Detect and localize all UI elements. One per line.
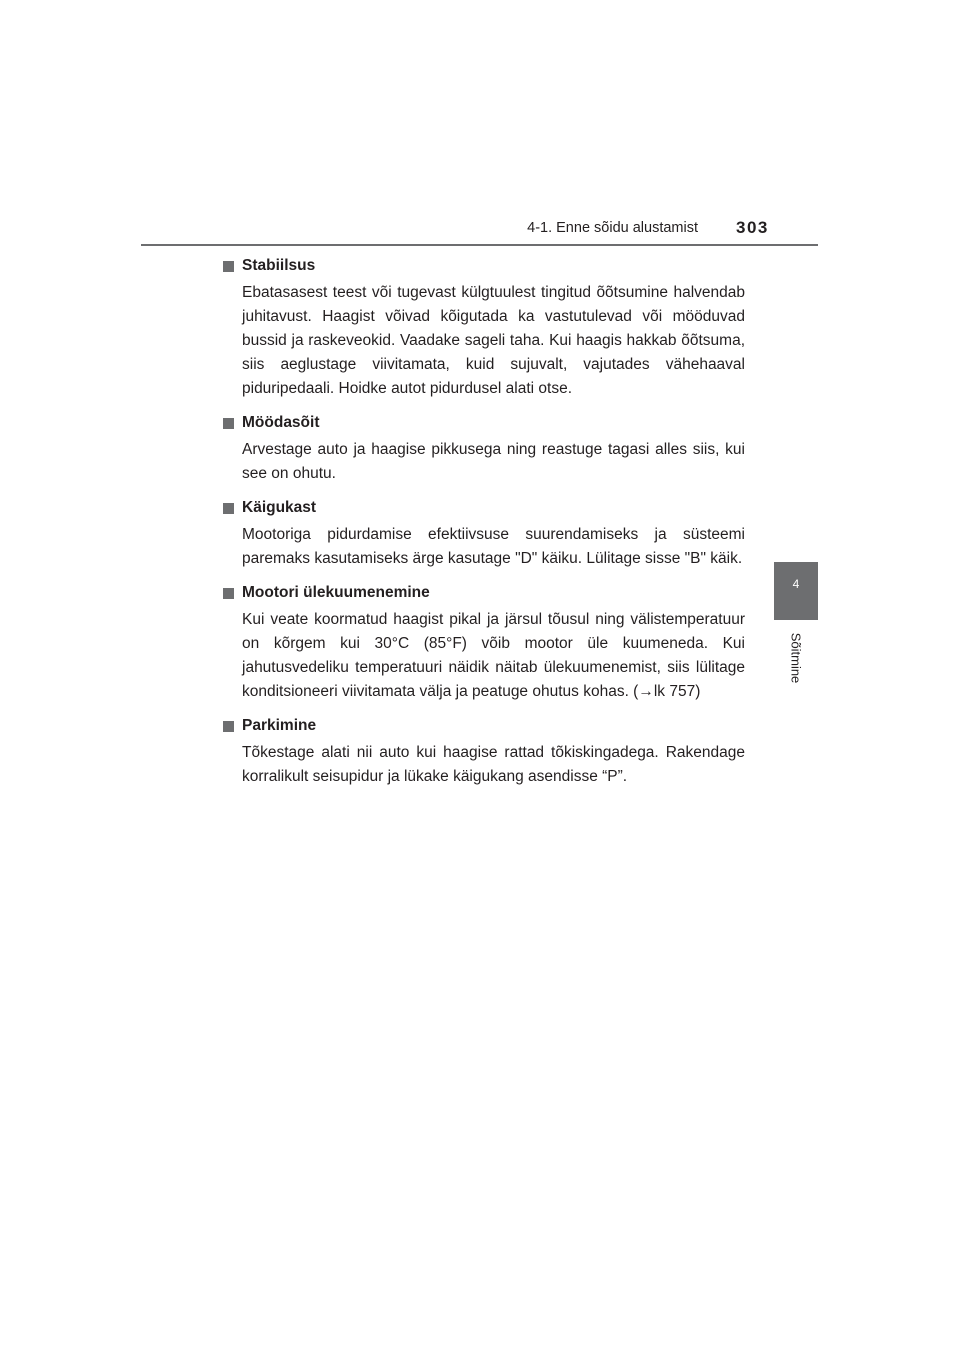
header-divider: [141, 244, 818, 246]
section-heading-text: Möödasõit: [242, 414, 320, 431]
section-body: Tõkestage alati nii auto kui haagise rattad tõkiskingadega. Rakendage korralikult seisupidur ja lükake käigukang asendisse “P”.: [242, 744, 745, 785]
section-heading: [223, 714, 745, 738]
section-heading-text: Käigukast: [242, 499, 317, 516]
chapter-number: 4: [792, 577, 800, 591]
section-heading: [223, 581, 745, 605]
section-heading-text: Parkimine: [242, 717, 317, 734]
section-transmission: [223, 496, 745, 571]
square-bullet-icon: [223, 721, 234, 732]
square-bullet-icon: [223, 261, 234, 272]
section-heading: [223, 254, 745, 278]
section-parking: [223, 714, 745, 789]
page-content: [223, 254, 745, 799]
chapter-tab: [774, 562, 818, 620]
page-header: [0, 0, 960, 250]
section-body: Arvestage auto ja haagise pikkusega ning reastuge tagasi alles siis, kui see on ohutu.: [242, 441, 745, 482]
square-bullet-icon: [223, 418, 234, 429]
section-heading-text: Mootori ülekuumenemine: [242, 584, 430, 601]
section-label: 4-1. Enne sõidu alustamist: [527, 220, 698, 236]
section-stability: [223, 254, 745, 401]
section-overtaking: [223, 411, 745, 486]
section-heading-text: Stabiilsus: [242, 257, 316, 274]
square-bullet-icon: [223, 588, 234, 599]
section-heading: [223, 411, 745, 435]
chapter-label: Sõitmine: [788, 632, 804, 684]
section-engine-overheating: [223, 581, 745, 704]
page-number: 303: [736, 218, 769, 237]
section-heading: [223, 496, 745, 520]
section-body: Kui veate koormatud haagist pikal ja järsul tõusul ning välistemperatuur on kõrgem kui 30°C (85°F) võib mootor üle kuumeneda. Kui jahutusvedeliku temperatuuri näidik näitab ülekuumenemist, siis lülitage konditsioneeri viivitamata välja ja peatuge ohutus kohas. (→lk 757): [242, 611, 745, 700]
square-bullet-icon: [223, 503, 234, 514]
section-body: Ebatasasest teest või tugevast külgtuulest tingitud õõtsumine halvendab juhitavust. Haagist võivad kõigutada ka vastutulevad või mööduvad bussid ja raskeveokid. Vaadake sageli taha. Kui haagis hakkab õõtsuma, siis aeglustage viivitamata, kuid sujuvalt, vajutades vähehaaval piduripedaali. Hoidke autot pidurdusel alati otse.: [242, 284, 745, 397]
section-body: Mootoriga pidurdamise efektiivsuse suurendamiseks ja süsteemi paremaks kasutamiseks ärge kasutage "D" käiku. Lülitage sisse "B" käik.: [242, 526, 745, 567]
